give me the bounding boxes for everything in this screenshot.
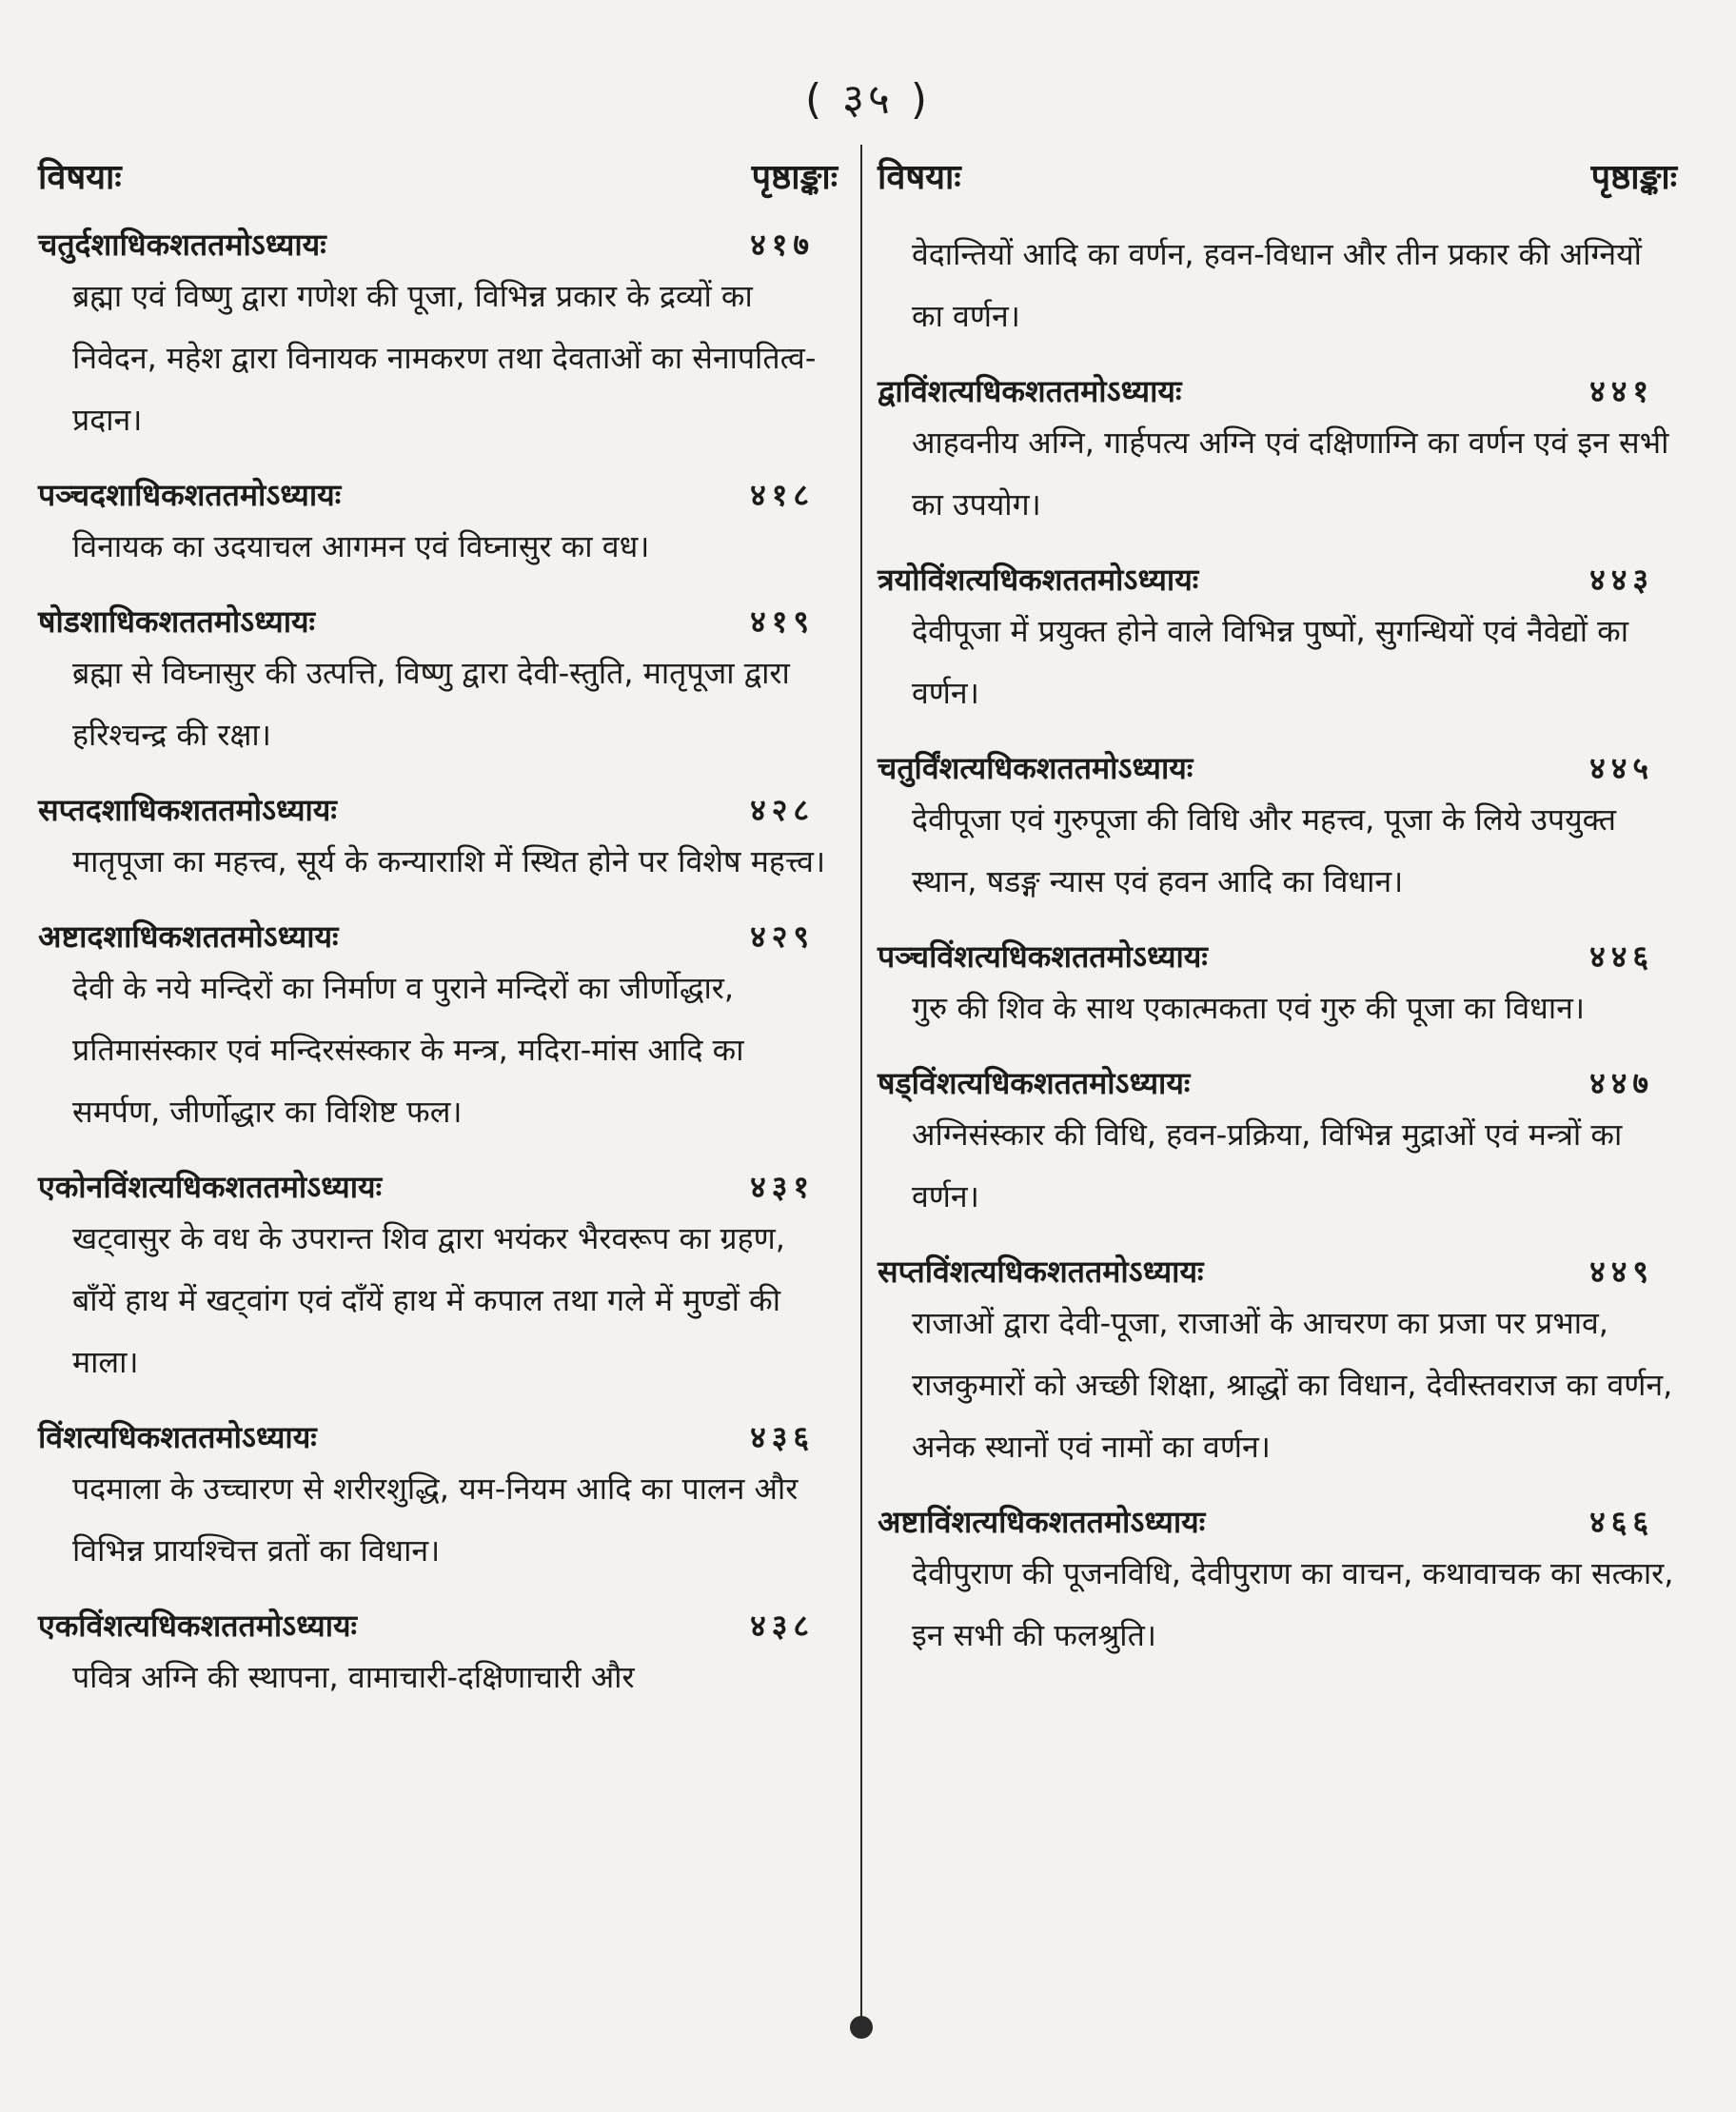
page-heading: पृष्ठाङ्काः bbox=[1590, 158, 1677, 197]
chapter-page-number: ४४६ bbox=[1589, 938, 1654, 975]
toc-entry bbox=[878, 1501, 1677, 1667]
entry-heading bbox=[38, 1605, 838, 1647]
chapter-description: ब्रह्मा से विघ्नासुर की उत्पत्ति, विष्णु द्वारा देवी-स्तुति, मातृपूजा द्वारा हरिश्चन्द्र की रक्षा। bbox=[72, 655, 790, 753]
toc-entry bbox=[38, 601, 838, 766]
chapter-description: देवी के नये मन्दिरों का निर्माण व पुराने मन्दिरों का जीर्णोद्धार, प्रतिमासंस्कार एवं मन्दिरसंस्कार के मन्त्र, मदिरा-मांस आदि का समर्पण, जीर्णोद्धार का विशिष्ट फल। bbox=[72, 970, 744, 1130]
chapter-description: गुरु की शिव के साथ एकात्मकता एवं गुरु की पूजा का विधान। bbox=[912, 990, 1585, 1026]
chapter-description: आहवनीय अग्नि, गार्हपत्य अग्नि एवं दक्षिणाग्नि का वर्णन एवं इन सभी का उपयोग। bbox=[912, 424, 1669, 523]
chapter-description: खट्वासुर के वध के उपरान्त शिव द्वारा भयंकर भैरवरूप का ग्रहण, बाँयें हाथ में खट्वांग एवं दाँयें हाथ में कपाल तथा गले में मुण्डों की माला। bbox=[72, 1220, 785, 1380]
chapter-title: विंशत्यधिकशततमोऽध्यायः bbox=[38, 1419, 317, 1455]
left-column bbox=[38, 152, 838, 1731]
chapter-page-number: ४१७ bbox=[750, 227, 815, 263]
chapter-title: सप्तविंशत्यधिकशततमोऽध्यायः bbox=[878, 1253, 1204, 1290]
column-header bbox=[38, 152, 838, 199]
entry-heading bbox=[878, 747, 1677, 789]
toc-entry bbox=[878, 370, 1677, 536]
entry-heading bbox=[878, 936, 1677, 977]
column-divider bbox=[860, 145, 862, 2025]
entry-heading bbox=[878, 559, 1677, 601]
chapter-page-number: ४४३ bbox=[1589, 562, 1654, 598]
toc-entry bbox=[878, 936, 1677, 1039]
entry-heading bbox=[878, 1251, 1677, 1293]
entry-heading bbox=[38, 916, 838, 957]
toc-entry bbox=[878, 559, 1677, 724]
chapter-page-number: ४६६ bbox=[1589, 1504, 1654, 1540]
entry-heading bbox=[878, 370, 1677, 412]
chapter-page-number: ४२९ bbox=[750, 918, 815, 955]
toc-entry bbox=[38, 789, 838, 893]
chapter-page-number: ४१८ bbox=[750, 477, 815, 513]
chapter-title: षोडशाधिकशततमोऽध्यायः bbox=[38, 603, 316, 640]
chapter-description: देवीपूजा में प्रयुक्त होने वाले विभिन्न पुष्पों, सुगन्धियों एवं नैवेद्यों का वर्णन। bbox=[912, 613, 1629, 711]
subject-heading: विषयाः bbox=[38, 158, 122, 197]
chapter-page-number: ४४१ bbox=[1589, 373, 1654, 409]
toc-entry bbox=[38, 474, 838, 578]
chapter-description: राजाओं द्वारा देवी-पूजा, राजाओं के आचरण का प्रजा पर प्रभाव, राजकुमारों को अच्छी शिक्षा, श्राद्धों का विधान, देवीस्तवराज का वर्णन, अनेक स्थानों एवं नामों का वर्णन। bbox=[912, 1305, 1673, 1465]
chapter-title: अष्टादशाधिकशततमोऽध्यायः bbox=[38, 918, 339, 955]
right-column bbox=[878, 152, 1677, 1689]
chapter-title: पञ्चविंशत्यधिकशततमोऽध्यायः bbox=[878, 938, 1208, 975]
column-header bbox=[878, 152, 1677, 199]
chapter-title: एकविंशत्यधिकशततमोऽध्यायः bbox=[38, 1608, 358, 1644]
chapter-title: चतुर्विंशत्यधिकशततमोऽध्यायः bbox=[878, 750, 1194, 786]
chapter-description: देवीपूजा एवं गुरुपूजा की विधि और महत्त्व, पूजा के लिये उपयुक्त स्थान, षडङ्ग न्यास एवं हवन आदि का विधान। bbox=[912, 801, 1617, 899]
toc-entry bbox=[38, 1166, 838, 1393]
chapter-description: पवित्र अग्नि की स्थापना, वामाचारी-दक्षिणाचारी और bbox=[72, 1659, 635, 1695]
chapter-page-number: ४४९ bbox=[1589, 1253, 1654, 1290]
chapter-page-number: ४४५ bbox=[1589, 750, 1654, 786]
toc-entry bbox=[878, 747, 1677, 913]
chapter-description: ब्रह्मा एवं विष्णु द्वारा गणेश की पूजा, विभिन्न प्रकार के द्रव्यों का निवेदन, महेश द्वारा विनायक नामकरण तथा देवताओं का सेनापतित्व-प्रदान। bbox=[72, 278, 817, 438]
entry-heading bbox=[38, 224, 838, 266]
chapter-description: देवीपुराण की पूजनविधि, देवीपुराण का वाचन, कथावाचक का सत्कार, इन सभी की फलश्रुति। bbox=[912, 1555, 1674, 1653]
chapter-title: चतुर्दशाधिकशततमोऽध्यायः bbox=[38, 227, 326, 263]
chapter-description: वेदान्तियों आदि का वर्णन, हवन-विधान और तीन प्रकार की अग्नियों का वर्णन। bbox=[912, 236, 1642, 334]
chapter-description: अग्निसंस्कार की विधि, हवन-प्रक्रिया, विभिन्न मुद्राओं एवं मन्त्रों का वर्णन। bbox=[912, 1116, 1623, 1214]
toc-entry bbox=[878, 1062, 1677, 1228]
entry-heading bbox=[38, 474, 838, 516]
chapter-description: विनायक का उदयाचल आगमन एवं विघ्नासुर का वध। bbox=[72, 528, 650, 564]
chapter-title: त्रयोविंशत्यधिकशततमोऽध्यायः bbox=[878, 562, 1199, 598]
chapter-description: पदमाला के उच्चारण से शरीरशुद्धि, यम-नियम आदि का पालन और विभिन्न प्रायश्चित्त व्रतों का विधान। bbox=[72, 1471, 799, 1569]
chapter-title: सप्तदशाधिकशततमोऽध्यायः bbox=[38, 792, 337, 828]
subject-heading: विषयाः bbox=[878, 158, 961, 197]
page-heading: पृष्ठाङ्काः bbox=[751, 158, 838, 197]
toc-entry bbox=[878, 224, 1677, 347]
entry-heading bbox=[878, 1062, 1677, 1104]
entry-heading bbox=[878, 1501, 1677, 1543]
chapter-title: एकोनविंशत्यधिकशततमोऽध्यायः bbox=[38, 1169, 383, 1205]
chapter-page-number: ४२८ bbox=[750, 792, 815, 828]
chapter-page-number: ४४७ bbox=[1589, 1065, 1654, 1101]
toc-entry bbox=[38, 1605, 838, 1708]
entry-heading bbox=[38, 601, 838, 642]
entry-heading bbox=[38, 1416, 838, 1458]
chapter-title: पञ्चदशाधिकशततमोऽध्यायः bbox=[38, 477, 342, 513]
chapter-page-number: ४३१ bbox=[750, 1169, 815, 1205]
toc-entry bbox=[38, 224, 838, 451]
chapter-page-number: ४१९ bbox=[750, 603, 815, 640]
divider-end-dot bbox=[850, 2016, 873, 2039]
toc-entry bbox=[878, 1251, 1677, 1478]
entry-heading bbox=[38, 1166, 838, 1208]
chapter-page-number: ४३६ bbox=[750, 1419, 815, 1455]
chapter-title: अष्टाविंशत्यधिकशततमोऽध्यायः bbox=[878, 1504, 1206, 1540]
entry-heading bbox=[38, 789, 838, 831]
chapter-description: मातृपूजा का महत्त्व, सूर्य के कन्याराशि में स्थित होने पर विशेष महत्त्व। bbox=[72, 843, 826, 879]
chapter-title: षड्विंशत्यधिकशततमोऽध्यायः bbox=[878, 1065, 1191, 1101]
chapter-title: द्वाविंशत्यधिकशततमोऽध्यायः bbox=[878, 373, 1182, 409]
toc-entry bbox=[38, 916, 838, 1143]
toc-entry bbox=[38, 1416, 838, 1582]
chapter-page-number: ४३८ bbox=[750, 1608, 815, 1644]
page-number: ( ३५ ) bbox=[804, 75, 932, 124]
